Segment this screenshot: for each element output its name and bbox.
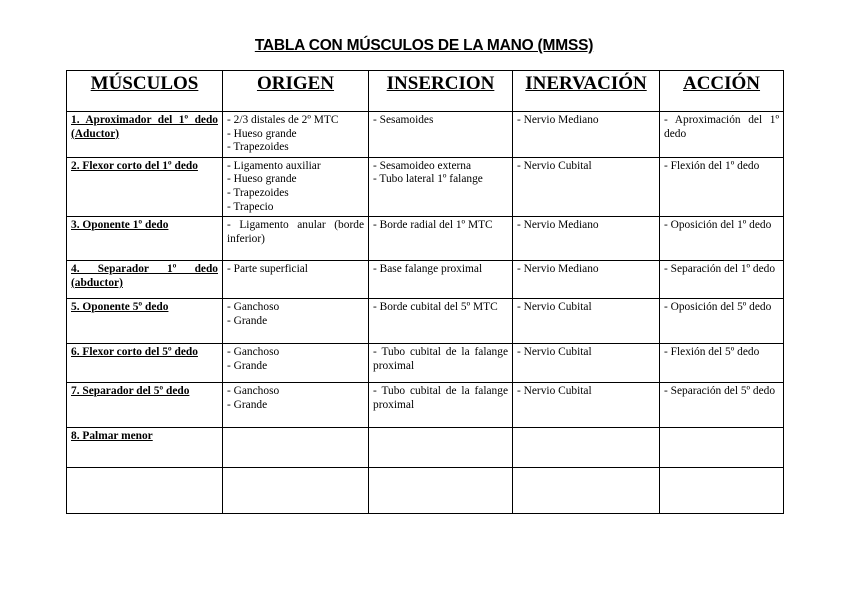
table-row: [67, 344, 784, 383]
table-row: [67, 261, 784, 299]
origen-line: - Ganchoso: [227, 385, 280, 398]
muscle-name: 3. Oponente 1º dedo: [71, 219, 169, 232]
origen-line: - Grande: [227, 398, 268, 411]
insercion-line: - Sesamoides: [373, 114, 434, 126]
cell-inervacion: [513, 468, 660, 514]
cell-insercion: [369, 217, 513, 261]
cell-insercion: [369, 157, 513, 216]
cell-insercion: [369, 344, 513, 383]
origen-line: - 2/3 distales de 2º MTC: [227, 114, 339, 126]
cell-inervacion: - Nervio Cubital: [513, 299, 660, 344]
header-insercion: INSERCION: [369, 71, 513, 112]
muscle-name: 7. Separador del 5º dedo: [71, 385, 190, 398]
cell-inervacion: [513, 428, 660, 468]
muscle-name: 5. Oponente 5º dedo: [71, 301, 169, 314]
cell-accion: - Flexión del 5º dedo: [660, 344, 784, 383]
table-row: [67, 428, 784, 468]
cell-accion: - Oposición del 1º dedo: [660, 217, 784, 261]
cell-accion: - Separación del 1º dedo: [660, 261, 784, 299]
origen-line: - Trapezoides: [227, 141, 289, 154]
cell-accion: - Flexión del 1º dedo: [660, 157, 784, 216]
cell-inervacion: - Nervio Mediano: [513, 112, 660, 158]
cell-origen: [223, 157, 369, 216]
cell-musculo: [67, 112, 223, 158]
cell-origen: [223, 428, 369, 468]
cell-inervacion: - Nervio Mediano: [513, 217, 660, 261]
cell-accion: [660, 468, 784, 514]
cell-accion: - Aproximación del 1º dedo: [660, 112, 784, 158]
muscle-table: [66, 70, 784, 514]
origen-line: - Ligamento auxiliar: [227, 159, 321, 172]
cell-insercion: [369, 299, 513, 344]
table-row: [67, 217, 784, 261]
cell-origen: [223, 299, 369, 344]
table-row: [67, 112, 784, 158]
cell-inervacion: - Nervio Mediano: [513, 261, 660, 299]
cell-musculo: [67, 217, 223, 261]
header-musculos: MÚSCULOS: [67, 71, 223, 112]
cell-origen: [223, 344, 369, 383]
header-inervacion: INERVACIÓN: [513, 71, 660, 112]
header-row: [67, 71, 784, 112]
origen-line: - Parte superficial: [227, 263, 308, 276]
cell-musculo: [67, 299, 223, 344]
table-row: [67, 383, 784, 428]
header-accion: ACCIÓN: [660, 71, 784, 112]
insercion-line: - Tubo cubital de la falange proximal: [373, 346, 508, 372]
muscle-name: 1. Aproximador del 1º dedo (Aductor): [71, 114, 218, 140]
table-row: [67, 157, 784, 216]
origen-line: - Hueso grande: [227, 173, 297, 186]
cell-musculo: [67, 428, 223, 468]
cell-origen: [223, 383, 369, 428]
cell-insercion: [369, 428, 513, 468]
cell-accion: - Oposición del 5º dedo: [660, 299, 784, 344]
insercion-line: - Sesamoideo externa: [373, 159, 472, 172]
cell-accion: [660, 428, 784, 468]
cell-origen: [223, 261, 369, 299]
cell-insercion: [369, 261, 513, 299]
header-origen: ORIGEN: [223, 71, 369, 112]
cell-inervacion: - Nervio Cubital: [513, 344, 660, 383]
insercion-line: - Tubo lateral 1º falange: [373, 173, 483, 186]
origen-line: - Grande: [227, 359, 268, 372]
cell-insercion: [369, 112, 513, 158]
cell-accion: - Separación del 5º dedo: [660, 383, 784, 428]
origen-line: - Trapecio: [227, 200, 274, 213]
cell-musculo: [67, 468, 223, 514]
document-title: TABLA CON MÚSCULOS DE LA MANO (MMSS): [254, 37, 594, 54]
origen-line: - Ganchoso: [227, 346, 280, 359]
muscle-name: 6. Flexor corto del 5º dedo: [71, 346, 198, 359]
cell-insercion: [369, 468, 513, 514]
cell-inervacion: - Nervio Cubital: [513, 157, 660, 216]
cell-origen: [223, 112, 369, 158]
cell-insercion: [369, 383, 513, 428]
cell-origen: [223, 217, 369, 261]
insercion-line: - Borde cubital del 5º MTC: [373, 301, 498, 314]
cell-origen: [223, 468, 369, 514]
cell-musculo: [67, 383, 223, 428]
insercion-line: - Tubo cubital de la falange proximal: [373, 385, 508, 411]
origen-line: - Grande: [227, 314, 268, 327]
origen-line: - Ligamento anular (borde inferior): [227, 219, 364, 245]
muscle-name: 4. Separador 1º dedo (abductor): [71, 263, 218, 289]
cell-musculo: [67, 157, 223, 216]
muscle-name: 2. Flexor corto del 1º dedo: [71, 159, 198, 172]
table-row: [67, 468, 784, 514]
insercion-line: - Borde radial del 1º MTC: [373, 219, 493, 232]
cell-musculo: [67, 344, 223, 383]
insercion-line: - Base falange proximal: [373, 263, 483, 276]
cell-musculo: [67, 261, 223, 299]
origen-line: - Hueso grande: [227, 127, 297, 140]
muscle-name: 8. Palmar menor: [71, 430, 153, 443]
table-body: [67, 112, 784, 514]
table-row: [67, 299, 784, 344]
cell-inervacion: - Nervio Cubital: [513, 383, 660, 428]
origen-line: - Trapezoides: [227, 186, 289, 199]
origen-line: - Ganchoso: [227, 301, 280, 314]
